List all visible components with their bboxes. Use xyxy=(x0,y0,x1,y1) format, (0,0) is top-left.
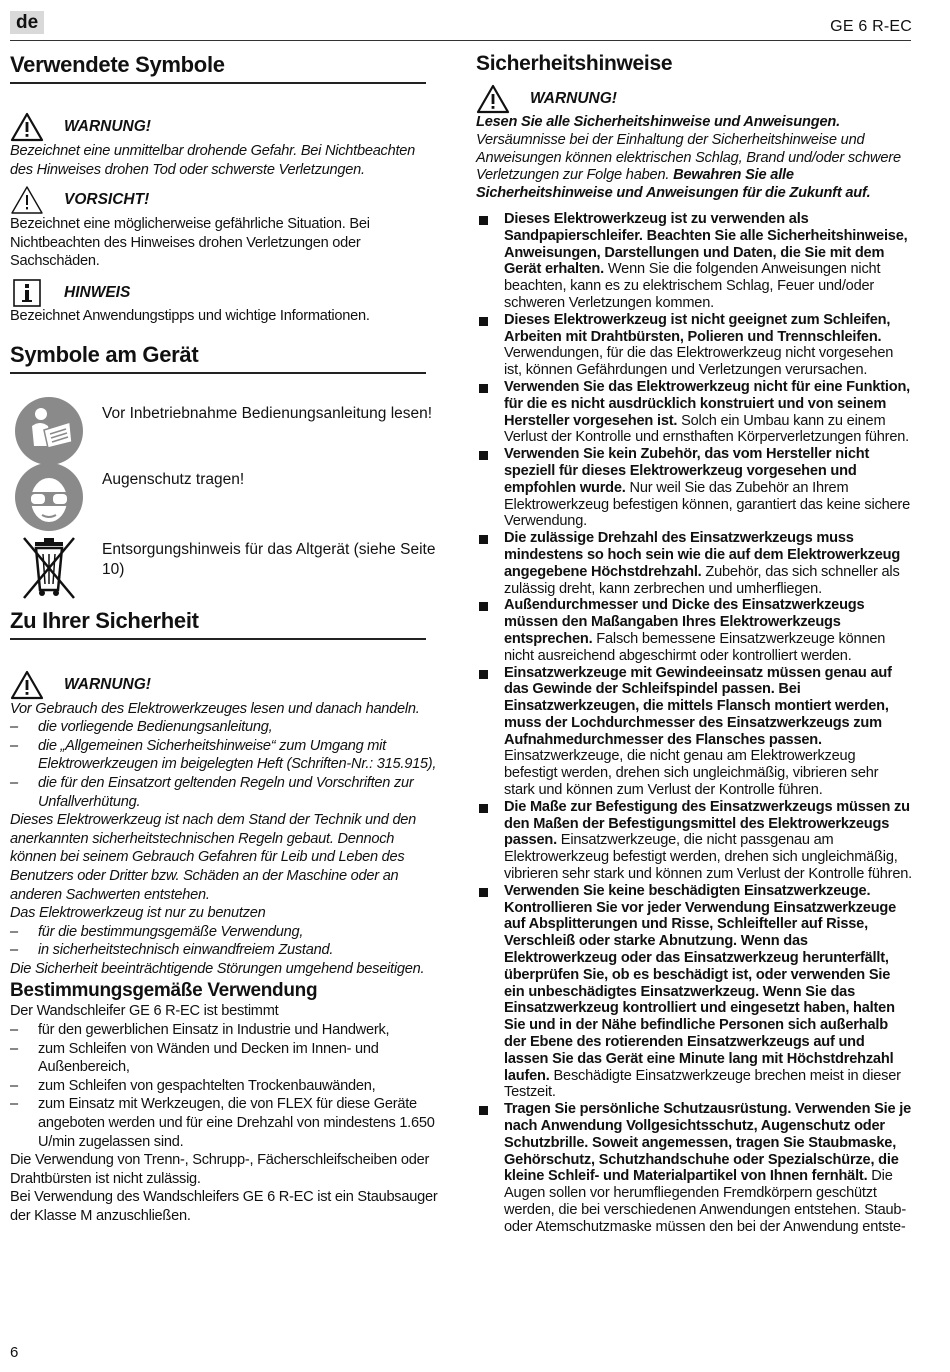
right-intro-bold-2: Bewahren Sie alle Sicherheitshinweise und Anweisungen für die Zukunft auf. xyxy=(476,167,871,202)
note-label: HINWEIS xyxy=(64,283,131,301)
device-symbol-row xyxy=(10,396,440,466)
safety-bullet-item xyxy=(476,883,912,1101)
bullet-bold-text: Einsatzwerkzeuge mit Gewindeeinsatz müssen genau auf das Gewinde der Schleifspindel passen. Bei Einsatzwerkzeugen, die mittels Flansch montiert werden, muss der Lochdurchmesser des Einsatzwerkzeugs zum Aufnahmedurchmesser des Flansches passen. xyxy=(504,664,892,748)
bullet-text: Wenn Sie die folgenden Anweisungen nicht beachten, kann es zu elektrischem Schlag, Feuer und/oder schweren Verletzungen kommen. xyxy=(504,261,881,311)
right-intro-text: Versäumnisse bei der Einhaltung der Sicherheitshinweise und Anweisungen können elektrischen Schlag, Brand und/oder schwere Verletzungen zur Folge haben. xyxy=(476,131,901,184)
bullet-bold-text: Dieses Elektrowerkzeug ist zu verwenden als Sandpapierschleifer. Beachten Sie alle Sicherheitshinweise, Anweisungen, Darstellungen und Daten, die Sie mit dem Gerät erhalten. xyxy=(504,210,908,278)
safety-paragraph: Dieses Elektrowerkzeug ist nach dem Stand der Technik und den anerkannten sicherheitstechnischen Regeln gebaut. Dennoch können bei seinem Gebrauch Gefahren für Leib und Leben des Benutzers oder Dritter bzw. Schäden an der Maschine oder an anderen Sachwerten entstehen. xyxy=(10,812,417,903)
bullet-text: Zubehör, das sich schneller als zulässig dreht, kann zerbrechen und umherfliegen. xyxy=(504,563,900,597)
symbol-text-read-manual: Vor Inbetriebnahme Bedienungsanleitung lesen! xyxy=(102,404,433,422)
note-text: Bezeichnet Anwendungstipps und wichtige Informationen. xyxy=(10,307,370,324)
model-name: GE 6 R-EC xyxy=(830,18,912,35)
language-badge: de xyxy=(10,11,44,34)
crossed-bin-icon xyxy=(14,532,84,602)
section-title-intended-use: Bestimmungsgemäße Verwendung xyxy=(10,980,318,1002)
safety-bullet-item xyxy=(476,799,912,883)
right-column xyxy=(476,52,912,1236)
intended-dash-item: – zum Einsatz mit Werkzeugen, die von FLEX für diese Geräte angeboten werden und für eine Drehzahl von mindestens 1.650 U/min zugelassen sind. xyxy=(10,1095,440,1151)
safety-dash-item: – die für den Einsatzort geltenden Regeln und Vorschriften zur Unfallverhütung. xyxy=(10,774,440,811)
safety-dash-item: – die „Allgemeinen Sicherheitshinweise“ zum Umgang mit Elektrowerkzeugen im beigelegten Heft (Schriften-Nr.: 315.915), xyxy=(10,737,440,774)
right-intro xyxy=(476,114,912,203)
bullet-bold-text: Außendurchmesser und Dicke des Einsatzwerkzeugs müssen den Maßangaben Ihres Elektrowerkzeugs entsprechen. xyxy=(504,597,865,647)
right-intro-bold: Lesen Sie alle Sicherheitshinweise und Anweisungen. xyxy=(476,114,840,130)
safety-bullet-item xyxy=(476,312,912,379)
bullet-text: Solch ein Umbau kann zu einem Verlust der Kontrolle und ernsthaften Körperverletzungen führen. xyxy=(504,412,910,446)
symbol-text-eye-protection: Augenschutz tragen! xyxy=(102,470,245,488)
warning-triangle-icon xyxy=(10,112,44,142)
caution-label: VORSICHT! xyxy=(64,191,150,209)
bullet-text: Falsch bemessene Einsatzwerkzeuge können nicht ausreichend abgeschirmt oder kontrolliert werden. xyxy=(504,630,886,664)
warning-label: WARNUNG! xyxy=(64,118,151,135)
bullet-bold-text: Die Maße zur Befestigung des Einsatzwerkzeugs müssen zu den Maßen der Befestigungsmittel des Elektrowerkzeugs passen. xyxy=(504,798,910,849)
caution-text: Bezeichnet eine möglicherweise gefährliche Situation. Bei Nichtbeachten des Hinweises drohen Verletzungen oder Sachschäden. xyxy=(10,216,370,270)
safety-intro: Vor Gebrauch des Elektrowerkzeuges lesen und danach handeln. xyxy=(10,700,420,717)
note-signal xyxy=(10,279,440,307)
bullet-bold-text: Verwenden Sie kein Zubehör, das vom Hersteller nicht speziell für dieses Elektrowerkzeug vorgesehen und empfohlen wurde. xyxy=(504,446,870,496)
bullet-square-icon xyxy=(479,216,488,225)
safety-bullet-item xyxy=(476,1101,912,1235)
safety-bullet-item xyxy=(476,446,912,530)
info-icon xyxy=(13,279,41,307)
read-manual-icon xyxy=(14,396,84,466)
use-dash-item: – für die bestimmungsgemäße Verwendung, xyxy=(10,923,440,942)
bullet-square-icon xyxy=(479,535,488,544)
safety-dash-item: – die vorliegende Bedienungsanleitung, xyxy=(10,718,440,737)
bullet-bold-text: Die zulässige Drehzahl des Einsatzwerkzeugs muss mindestens so hoch sein wie die auf dem Elektrowerkzeug angegebene Höchstdrehzahl. xyxy=(504,530,901,580)
section-title-safety: Zu Ihrer Sicherheit xyxy=(10,608,426,640)
warning-triangle-icon xyxy=(476,84,510,114)
safety-bullet-item xyxy=(476,530,912,597)
safety-bullet-item xyxy=(476,597,912,664)
page-number: 6 xyxy=(10,1344,19,1361)
header-rule xyxy=(10,40,911,41)
safety-bullet-list xyxy=(476,211,912,1236)
intended-dash-item: – zum Schleifen von gespachtelten Trockenbauwänden, xyxy=(10,1077,440,1096)
safety-use-only: Das Elektrowerkzeug ist nur zu benutzen xyxy=(10,905,266,922)
bullet-square-icon xyxy=(479,451,488,460)
safety-bullet-item xyxy=(476,211,912,312)
caution-signal xyxy=(10,185,440,215)
intended-intro: Der Wandschleifer GE 6 R-EC ist bestimmt xyxy=(10,1003,279,1020)
warning-triangle-icon xyxy=(10,670,44,700)
device-symbol-row xyxy=(10,462,440,532)
safety-bullet-item xyxy=(476,665,912,799)
warning-signal xyxy=(10,112,440,142)
remove-faults-text: Die Sicherheit beeinträchtigende Störungen umgehend beseitigen. xyxy=(10,960,425,977)
bullet-square-icon xyxy=(479,888,488,897)
bullet-square-icon xyxy=(479,670,488,679)
bullet-square-icon xyxy=(479,384,488,393)
bullet-bold-text: Tragen Sie persönliche Schutzausrüstung. Verwenden Sie je nach Anwendung Vollgesichtsschutz, Augenschutz oder Schutzbrille. Soweit angemessen, tragen Sie Staubmaske, Gehörschutz, Schutzhandschuhe oder Spezialschürze, die kleine Schleif- und Materialpartikel von Ihnen fernhält. xyxy=(504,1101,912,1185)
bullet-text: Beschädigte Einsatzwerkzeuge brechen meist in dieser Testzeit. xyxy=(504,1067,901,1101)
bullet-text: Verwendungen, für die das Elektrowerkzeug nicht vorgesehen ist, können Gefährdungen und Verletzungen verursachen. xyxy=(504,345,894,379)
section-title-device-symbols: Symbole am Gerät xyxy=(10,342,426,374)
section-title-safety-notes: Sicherheitshinweise xyxy=(476,52,673,75)
bullet-text: Die Augen sollen vor herumfliegenden Fremdkörpern geschützt werden, die bei verschiedenen Anwendungen entstehen. Staub- oder Atemschutzmaske müssen den bei der Anwendung entste- xyxy=(504,1168,906,1235)
bullet-text: Nur weil Sie das Zubehör an Ihrem Elektrowerkzeug befestigen können, garantiert das keine sichere Verwendung. xyxy=(504,479,911,530)
intended-dash-item: – zum Schleifen von Wänden und Decken im Innen- und Außenbereich, xyxy=(10,1040,440,1077)
caution-triangle-icon xyxy=(10,185,44,215)
intended-paragraph-1: Die Verwendung von Trenn-, Schrupp-, Fächerschleifscheiben oder Drahtbürsten ist nicht zulässig. xyxy=(10,1152,430,1187)
safety-warning-signal xyxy=(10,670,440,700)
intended-paragraph-2: Bei Verwendung des Wandschleifers GE 6 R-EC ist ein Staubsauger der Klasse M anzuschließen. xyxy=(10,1189,438,1224)
bullet-square-icon xyxy=(479,1106,488,1115)
eye-protection-icon xyxy=(14,462,84,532)
bullet-text: Einsatzwerkzeuge, die nicht passgenau am Elektrowerkzeug befestigt werden, drehen sich ungleichmäßig, vibrieren sehr stark und können zum Verlust der Kontrolle führen. xyxy=(504,832,913,883)
safety-bullet-item xyxy=(476,379,912,446)
bullet-square-icon xyxy=(479,602,488,611)
bullet-bold-text: Verwenden Sie das Elektrowerkzeug nicht für eine Funktion, für die es nicht ausdrücklich konstruiert und von seinem Hersteller vorgesehen ist. xyxy=(504,378,911,429)
right-warning-label: WARNUNG! xyxy=(530,90,617,107)
right-warning-signal xyxy=(476,84,912,114)
use-dash-item: – in sicherheitstechnisch einwandfreiem Zustand. xyxy=(10,941,440,960)
bullet-bold-text: Verwenden Sie keine beschädigten Einsatzwerkzeuge. Kontrollieren Sie vor jeder Verwendung Einsatzwerkzeuge auf Absplitterungen und Risse, Schleifteller auf Risse, Verschleiß oder starke Abnutzung. Wenn das Elektrowerkzeug oder das Einsatzwerkzeug herunterfällt, überprüfen Sie, ob es beschädigt ist, oder verwenden Sie ein unbeschädigtes Einsatzwerkzeug. Wenn Sie das Einsatzwerkzeug kontrolliert und eingesetzt haben, halten Sie und in der Nähe befindliche Personen sich außerhalb der Ebene des rotierenden Einsatzwerkzeugs auf und lassen Sie das Gerät eine Minute lang mit Höchstdrehzahl laufen. xyxy=(504,882,897,1084)
warning-text: Bezeichnet eine unmittelbar drohende Gefahr. Bei Nichtbeachten des Hinweises drohen Tod oder schwerste Verletzungen. xyxy=(10,143,416,178)
left-column xyxy=(10,52,440,1226)
bullet-bold-text: Dieses Elektrowerkzeug ist nicht geeignet zum Schleifen, Arbeiten mit Drahtbürsten, Polieren und Trennschleifen. xyxy=(504,311,891,345)
bullet-text: Einsatzwerkzeuge, die nicht genau am Elektrowerkzeug befestigt werden, drehen sich ungleichmäßig, vibrieren sehr stark und können zum Verlust der Kontrolle führen. xyxy=(504,748,879,799)
bullet-square-icon xyxy=(479,317,488,326)
safety-warning-label: WARNUNG! xyxy=(64,675,151,693)
device-symbol-row xyxy=(10,532,440,602)
bullet-square-icon xyxy=(479,804,488,813)
symbol-text-disposal: Entsorgungshinweis für das Altgerät (siehe Seite 10) xyxy=(102,540,436,578)
intended-dash-item: – für den gewerblichen Einsatz in Industrie und Handwerk, xyxy=(10,1021,440,1040)
section-title-symbols: Verwendete Symbole xyxy=(10,52,426,84)
